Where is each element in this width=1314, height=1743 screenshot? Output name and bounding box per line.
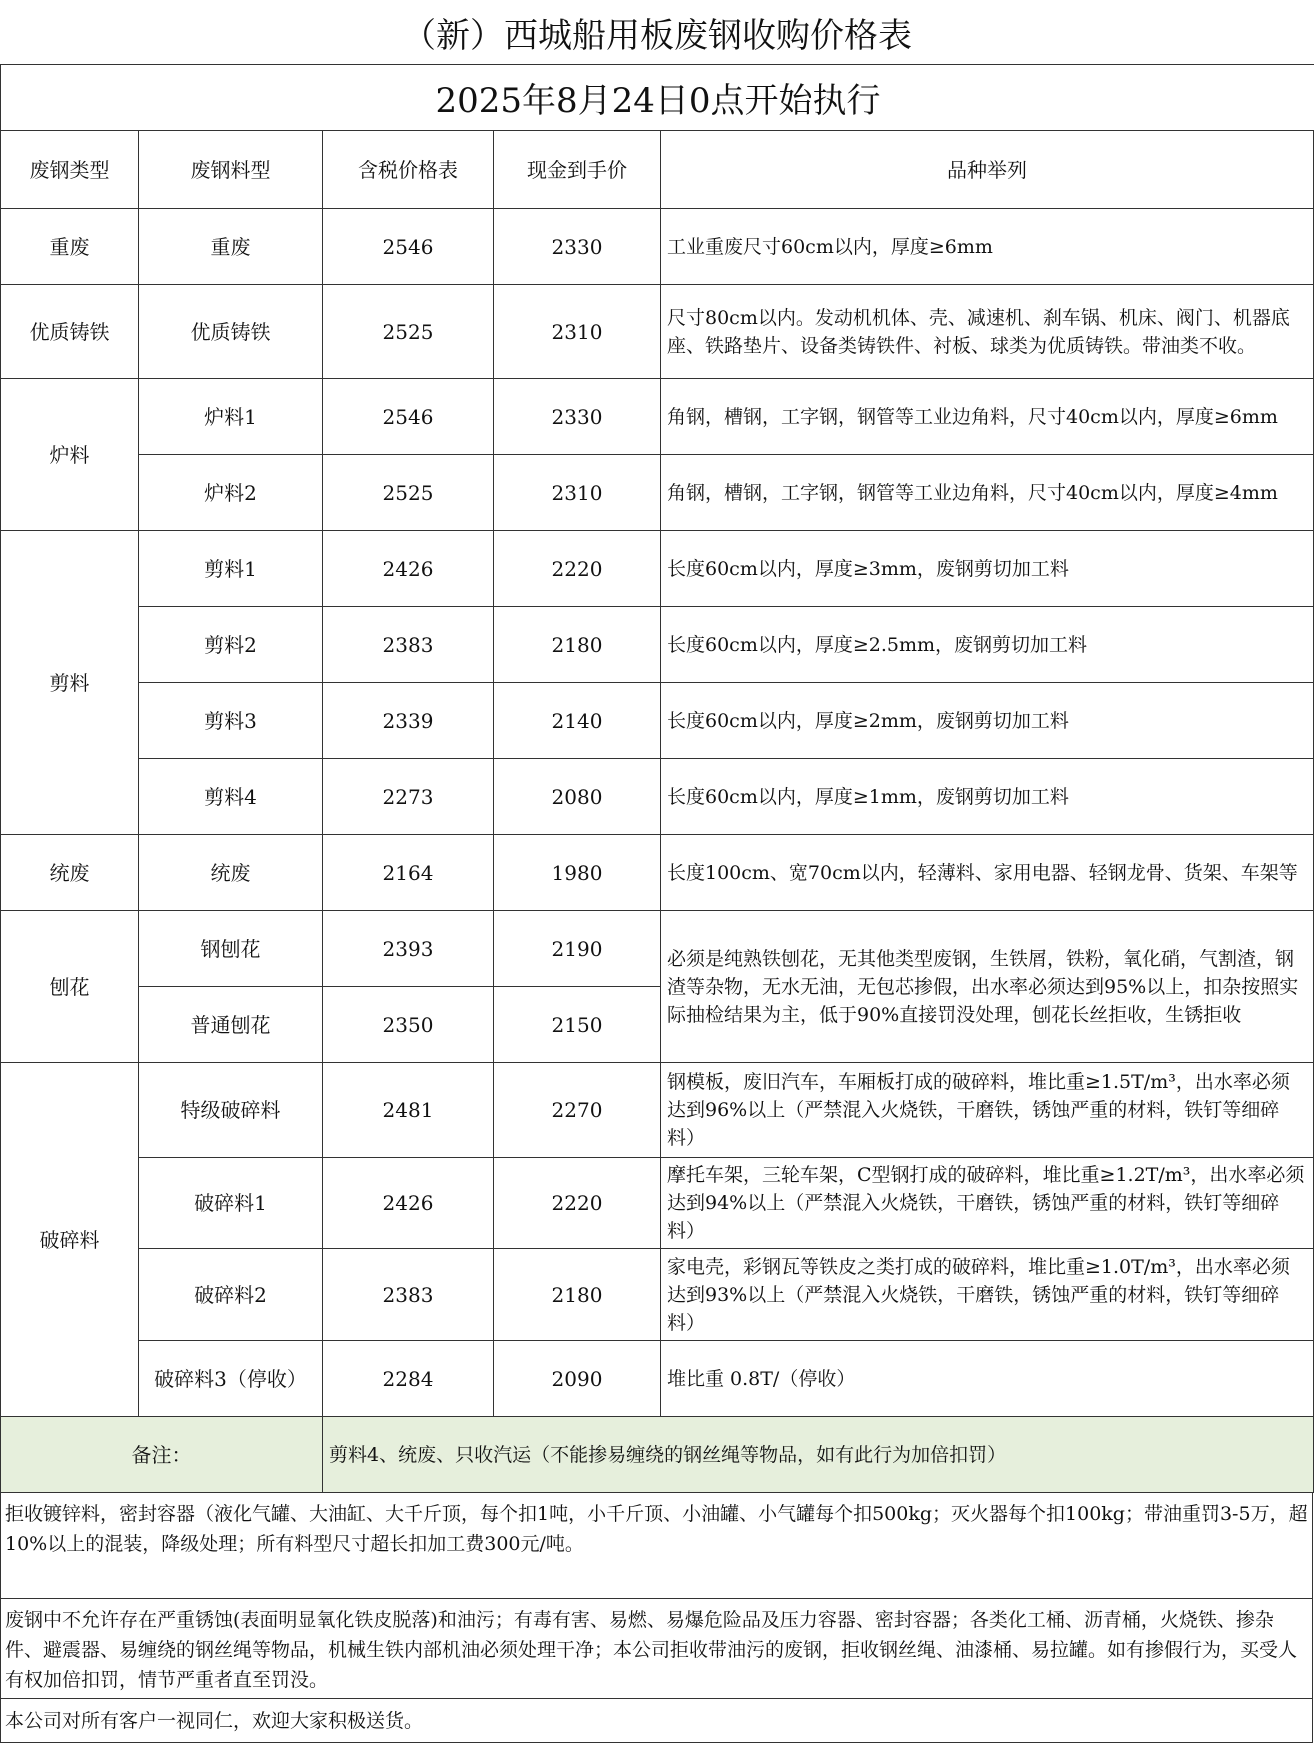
header-tax-price: 含税价格表 [323, 131, 494, 209]
cash-price-cell: 2140 [494, 683, 661, 759]
table-row [1, 835, 1314, 911]
type-cell: 重废 [1, 209, 139, 285]
cash-price-cell: 2090 [494, 1341, 661, 1417]
material-cell: 破碎料1 [139, 1158, 323, 1249]
table-row [1, 1063, 1314, 1158]
table-row [1, 209, 1314, 285]
material-cell: 特级破碎料 [139, 1063, 323, 1158]
example-cell: 钢模板，废旧汽车，车厢板打成的破碎料，堆比重≥1.5T/m³，出水率必须达到96%以上（严禁混入火烧铁，干磨铁，锈蚀严重的材料，铁钉等细碎料） [661, 1063, 1314, 1158]
tax-price-cell: 2525 [323, 455, 494, 531]
table-row [1, 683, 1314, 759]
cash-price-cell: 2080 [494, 759, 661, 835]
tax-price-cell: 2383 [323, 1249, 494, 1341]
material-cell: 剪料3 [139, 683, 323, 759]
table-row [1, 759, 1314, 835]
cash-price-cell: 2270 [494, 1063, 661, 1158]
cash-price-cell: 1980 [494, 835, 661, 911]
notice-quality-requirements: 废钢中不允许存在严重锈蚀(表面明显氧化铁皮脱落)和油污；有毒有害、易燃、易爆危险品及压力容器、密封容器；各类化工桶、沥青桶，火烧铁、掺杂件、避震器、易缠绕的钢丝绳等物品，机械生铁内部机油必须处理干净；本公司拒收带油污的废钢，拒收钢丝绳、油漆桶、易拉罐。如有掺假行为，买受人有权加倍扣罚，情节严重者直至罚没。 [0, 1599, 1313, 1699]
tax-price-cell: 2284 [323, 1341, 494, 1417]
material-cell: 破碎料2 [139, 1249, 323, 1341]
example-cell: 尺寸80cm以内。发动机机体、壳、减速机、刹车锅、机床、阀门、机器底座、铁路垫片、设备类铸铁件、衬板、球类为优质铸铁。带油类不收。 [661, 285, 1314, 379]
cash-price-cell: 2220 [494, 531, 661, 607]
type-cell: 优质铸铁 [1, 285, 139, 379]
type-cell: 破碎料 [1, 1063, 139, 1417]
page-title: （新）西城船用板废钢收购价格表 [0, 0, 1314, 65]
material-cell: 破碎料3（停收） [139, 1341, 323, 1417]
tax-price-cell: 2273 [323, 759, 494, 835]
example-cell: 家电壳，彩钢瓦等铁皮之类打成的破碎料，堆比重≥1.0T/m³，出水率必须达到93%以上（严禁混入火烧铁，干磨铁，锈蚀严重的材料，铁钉等细碎料） [661, 1249, 1314, 1341]
cash-price-cell: 2190 [494, 911, 661, 987]
table-row [1, 1341, 1314, 1417]
cash-price-cell: 2330 [494, 209, 661, 285]
table-row [1, 285, 1314, 379]
table-row [1, 531, 1314, 607]
table-row [1, 455, 1314, 531]
tax-price-cell: 2546 [323, 209, 494, 285]
notice-rejections: 拒收镀锌料，密封容器（液化气罐、大油缸、大千斤顶，每个扣1吨，小千斤顶、小油罐、小气罐每个扣500kg；灭火器每个扣100kg；带油重罚3-5万，超10%以上的混装，降级处理；所有料型尺寸超长扣加工费300元/吨。 [0, 1493, 1313, 1599]
tax-price-cell: 2481 [323, 1063, 494, 1158]
type-cell: 剪料 [1, 531, 139, 835]
table-row [1, 1158, 1314, 1249]
tax-price-cell: 2164 [323, 835, 494, 911]
header-cash-price: 现金到手价 [494, 131, 661, 209]
example-cell: 角钢，槽钢，工字钢，钢管等工业边角料，尺寸40cm以内，厚度≥6mm [661, 379, 1314, 455]
example-cell: 必须是纯熟铁刨花，无其他类型废钢，生铁屑，铁粉，氧化硝，气割渣，钢渣等杂物，无水无油，无包芯掺假，出水率必须达到95%以上，扣杂按照实际抽检结果为主，低于90%直接罚没处理，刨花长丝拒收，生锈拒收 [661, 911, 1314, 1063]
cash-price-cell: 2220 [494, 1158, 661, 1249]
tax-price-cell: 2339 [323, 683, 494, 759]
cash-price-cell: 2310 [494, 455, 661, 531]
note-text: 剪料4、统废、只收汽运（不能掺易缠绕的钢丝绳等物品，如有此行为加倍扣罚） [323, 1417, 1314, 1493]
example-cell: 长度60cm以内，厚度≥1mm，废钢剪切加工料 [661, 759, 1314, 835]
cash-price-cell: 2180 [494, 607, 661, 683]
notice-welcome: 本公司对所有客户一视同仁，欢迎大家积极送货。 [0, 1699, 1313, 1743]
tax-price-cell: 2525 [323, 285, 494, 379]
table-header-row [1, 131, 1314, 209]
price-table [0, 130, 1314, 1493]
cash-price-cell: 2330 [494, 379, 661, 455]
header-type: 废钢类型 [1, 131, 139, 209]
cash-price-cell: 2150 [494, 987, 661, 1063]
effective-date: 2025年8月24日0点开始执行 [0, 64, 1314, 131]
header-material: 废钢料型 [139, 131, 323, 209]
table-row [1, 911, 1314, 987]
example-cell: 长度60cm以内，厚度≥2mm，废钢剪切加工料 [661, 683, 1314, 759]
type-cell: 刨花 [1, 911, 139, 1063]
tax-price-cell: 2426 [323, 531, 494, 607]
tax-price-cell: 2393 [323, 911, 494, 987]
material-cell: 剪料2 [139, 607, 323, 683]
table-row [1, 379, 1314, 455]
material-cell: 炉料2 [139, 455, 323, 531]
example-cell: 工业重废尺寸60cm以内，厚度≥6mm [661, 209, 1314, 285]
tax-price-cell: 2350 [323, 987, 494, 1063]
example-cell: 堆比重 0.8T/（停收） [661, 1341, 1314, 1417]
material-cell: 重废 [139, 209, 323, 285]
type-cell: 统废 [1, 835, 139, 911]
material-cell: 统废 [139, 835, 323, 911]
example-cell: 长度60cm以内，厚度≥2.5mm，废钢剪切加工料 [661, 607, 1314, 683]
note-row [1, 1417, 1314, 1493]
material-cell: 剪料1 [139, 531, 323, 607]
material-cell: 炉料1 [139, 379, 323, 455]
material-cell: 钢刨花 [139, 911, 323, 987]
type-cell: 炉料 [1, 379, 139, 531]
table-row [1, 607, 1314, 683]
example-cell: 长度60cm以内，厚度≥3mm，废钢剪切加工料 [661, 531, 1314, 607]
tax-price-cell: 2426 [323, 1158, 494, 1249]
tax-price-cell: 2383 [323, 607, 494, 683]
material-cell: 优质铸铁 [139, 285, 323, 379]
material-cell: 普通刨花 [139, 987, 323, 1063]
cash-price-cell: 2180 [494, 1249, 661, 1341]
header-examples: 品种举列 [661, 131, 1314, 209]
tax-price-cell: 2546 [323, 379, 494, 455]
cash-price-cell: 2310 [494, 285, 661, 379]
example-cell: 角钢，槽钢，工字钢，钢管等工业边角料，尺寸40cm以内，厚度≥4mm [661, 455, 1314, 531]
example-cell: 摩托车架，三轮车架，C型钢打成的破碎料，堆比重≥1.2T/m³，出水率必须达到94%以上（严禁混入火烧铁，干磨铁，锈蚀严重的材料，铁钉等细碎料） [661, 1158, 1314, 1249]
example-cell: 长度100cm、宽70cm以内，轻薄料、家用电器、轻钢龙骨、货架、车架等 [661, 835, 1314, 911]
note-label: 备注： [1, 1417, 323, 1493]
material-cell: 剪料4 [139, 759, 323, 835]
table-row [1, 1249, 1314, 1341]
